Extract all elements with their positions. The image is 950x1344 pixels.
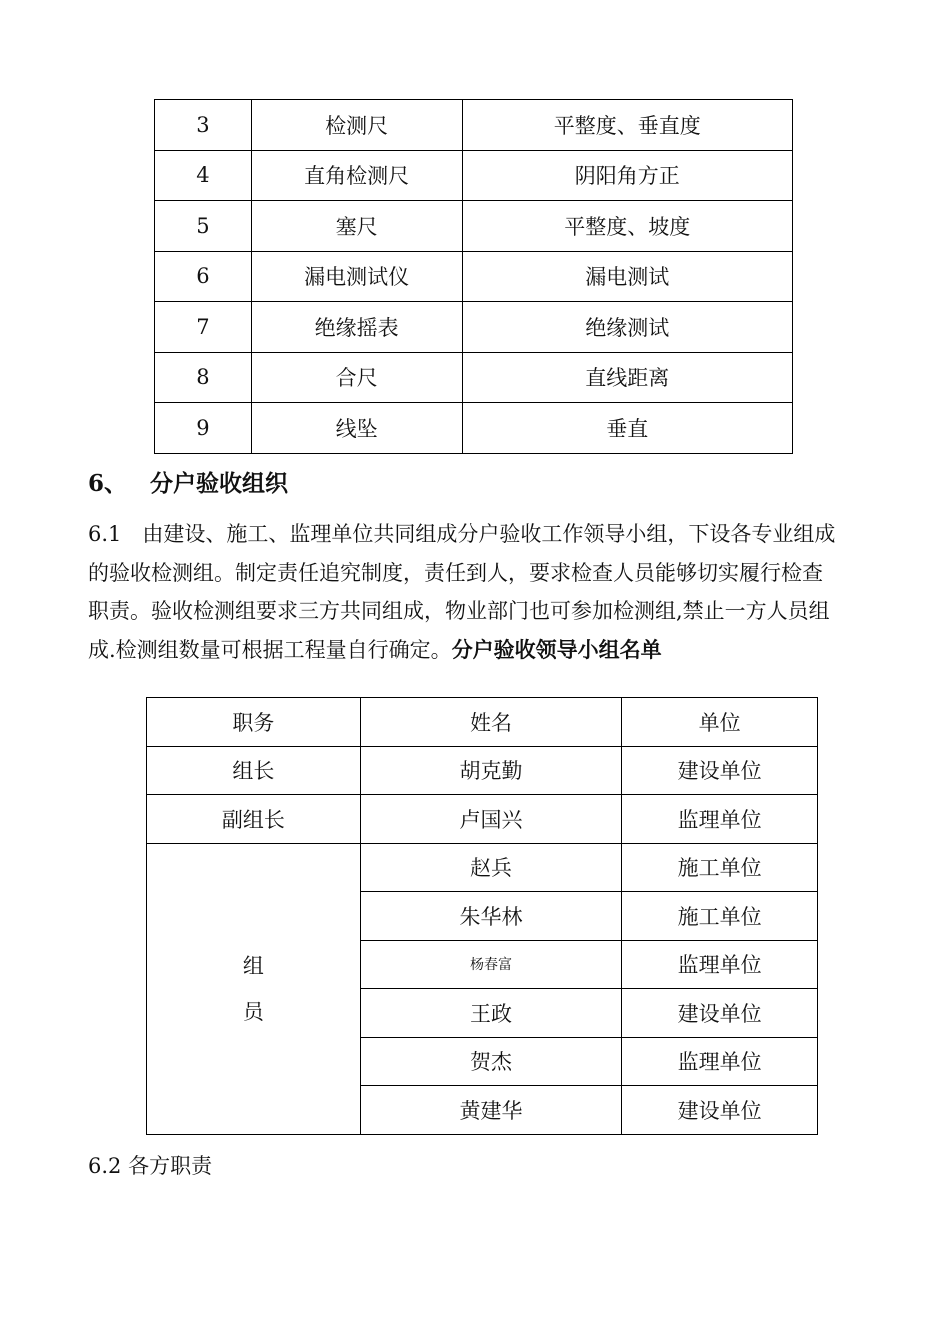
roster-caption: 分户验收领导小组名单 [451, 636, 662, 662]
unit-cell: 施工单位 [622, 892, 818, 941]
name-cell: 朱华林 [360, 892, 622, 941]
tool-use: 阴阳角方正 [462, 150, 793, 201]
tool-name: 漏电测试仪 [251, 251, 462, 302]
name-cell: 卢国兴 [360, 795, 622, 844]
table-row [155, 251, 793, 302]
unit-cell: 监理单位 [622, 1037, 818, 1086]
members-role-line: 员 [242, 999, 264, 1024]
table-row [147, 795, 818, 844]
header-name: 姓名 [360, 698, 622, 747]
table-header-row [147, 698, 818, 747]
paragraph-line-last [88, 631, 878, 670]
tool-use: 直线距离 [462, 352, 793, 403]
tool-use: 漏电测试 [462, 251, 793, 302]
tool-name: 塞尺 [251, 201, 462, 252]
unit-cell: 建设单位 [622, 1086, 818, 1135]
table-row [147, 843, 818, 892]
unit-cell: 建设单位 [622, 989, 818, 1038]
unit-cell: 施工单位 [622, 843, 818, 892]
header-unit: 单位 [622, 698, 818, 747]
section-title: 分户验收组织 [150, 470, 288, 497]
tool-name: 检测尺 [251, 100, 462, 151]
table-row [155, 150, 793, 201]
name-cell: 黄建华 [360, 1086, 622, 1135]
members-role-line: 组 [242, 953, 264, 978]
members-role-cell [147, 843, 361, 1134]
tool-no: 7 [155, 302, 252, 353]
tool-no: 3 [155, 100, 252, 151]
tools-table [154, 99, 793, 454]
tool-name: 线坠 [251, 403, 462, 454]
role-cell: 组长 [147, 746, 361, 795]
name-cell: 王政 [360, 989, 622, 1038]
paragraph-line: 6.1 由建设、施工、监理单位共同组成分户验收工作领导小组，下设各专业组成 [88, 522, 836, 546]
body-paragraph [88, 515, 878, 669]
tool-no: 5 [155, 201, 252, 252]
tool-name: 直角检测尺 [251, 150, 462, 201]
tool-no: 9 [155, 403, 252, 454]
tool-no: 4 [155, 150, 252, 201]
section-heading [88, 465, 288, 498]
paragraph-line: 的验收检测组。制定责任追究制度，责任到人，要求检查人员能够切实履行检查 [88, 560, 823, 585]
unit-cell: 监理单位 [622, 940, 818, 989]
roster-table [146, 697, 818, 1135]
table-row [155, 352, 793, 403]
name-cell: 胡克勤 [360, 746, 622, 795]
table-row [155, 403, 793, 454]
name-cell: 赵兵 [360, 843, 622, 892]
table-row [147, 746, 818, 795]
tool-use: 绝缘测试 [462, 302, 793, 353]
unit-cell: 监理单位 [622, 795, 818, 844]
paragraph-text: 成.检测组数量可根据工程量自行确定。 [88, 637, 452, 662]
header-role: 职务 [147, 698, 361, 747]
subsection-heading: 6.2 各方职责 [88, 1154, 213, 1178]
role-cell: 副组长 [147, 795, 361, 844]
tool-no: 6 [155, 251, 252, 302]
tool-use: 垂直 [462, 403, 793, 454]
table-row [155, 100, 793, 151]
tool-name: 绝缘摇表 [251, 302, 462, 353]
section-number: 6、 [88, 470, 128, 497]
paragraph-line: 职责。验收检测组要求三方共同组成，物业部门也可参加检测组,禁止一方人员组 [88, 599, 830, 623]
tool-use: 平整度、坡度 [462, 201, 793, 252]
unit-cell: 建设单位 [622, 746, 818, 795]
tool-no: 8 [155, 352, 252, 403]
table-row [155, 302, 793, 353]
tool-use: 平整度、垂直度 [462, 100, 793, 151]
name-cell: 贺杰 [360, 1037, 622, 1086]
table-row [155, 201, 793, 252]
tool-name: 合尺 [251, 352, 462, 403]
name-cell: 杨春富 [360, 940, 622, 989]
